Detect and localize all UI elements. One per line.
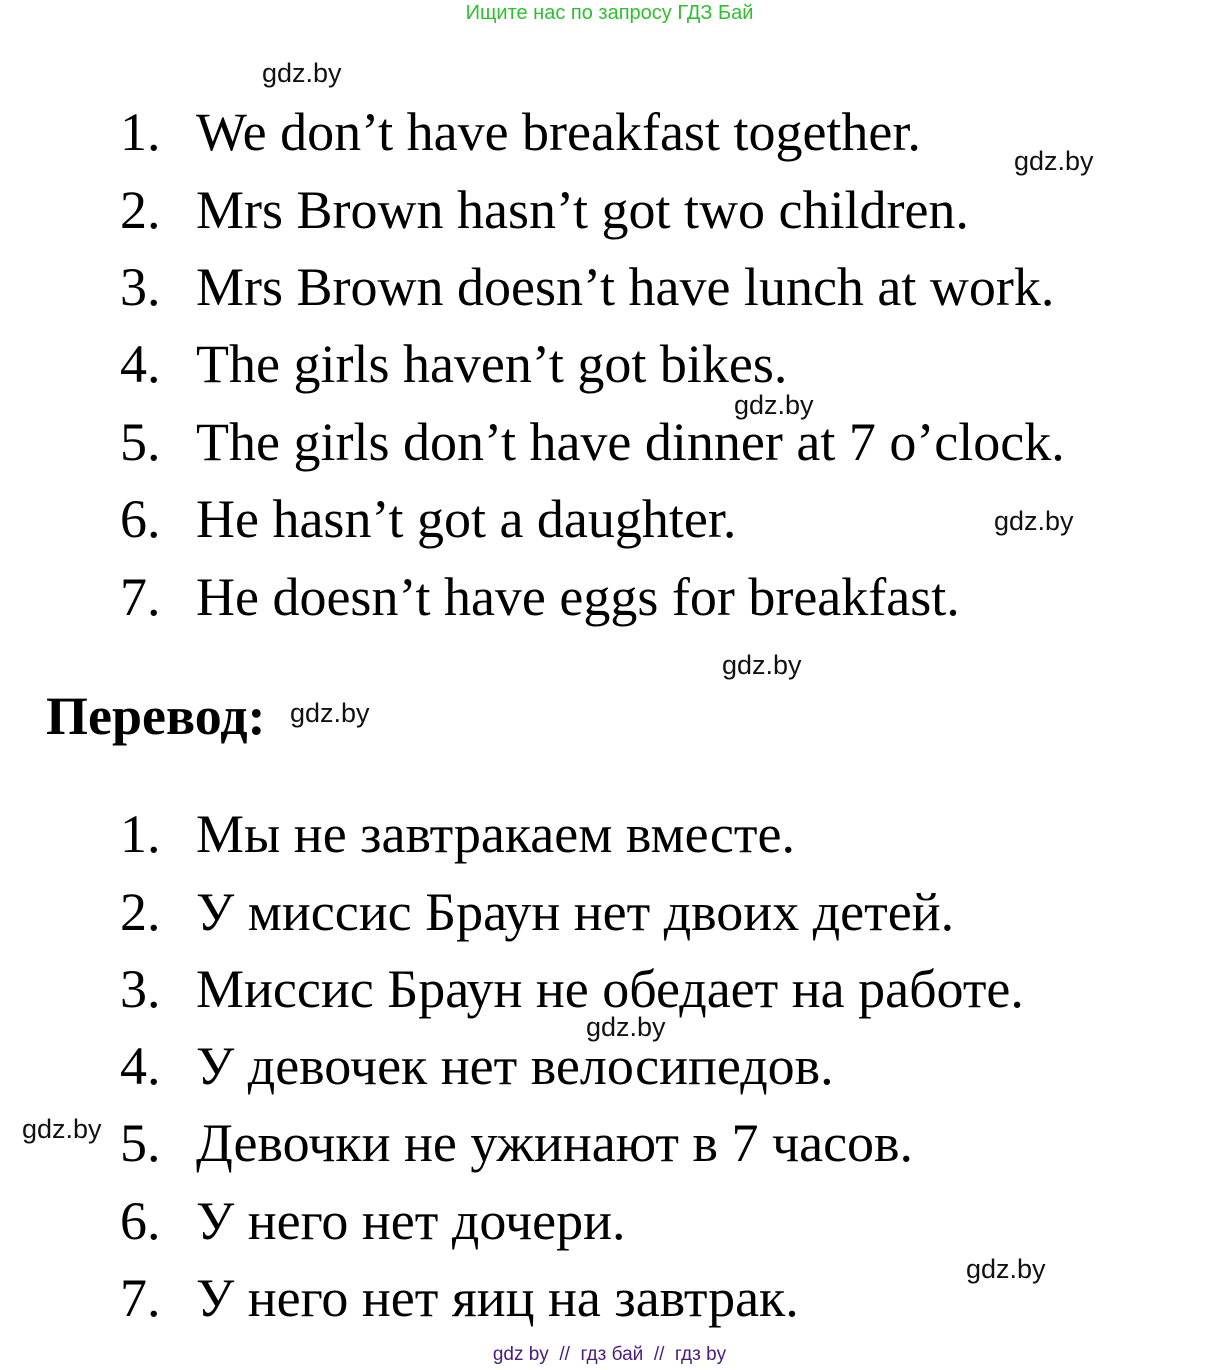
bottom-banner: gdz by // гдз бай // гдз by <box>492 1344 727 1365</box>
item-number: 5. <box>120 412 161 472</box>
watermark: gdz.by <box>290 698 370 728</box>
sentence-text: He doesn’t have eggs for breakfast. <box>196 567 960 627</box>
item-number: 3. <box>120 959 161 1019</box>
sentence-text: Mrs Brown doesn’t have lunch at work. <box>196 257 1055 317</box>
sentence-text: Mrs Brown hasn’t got two children. <box>196 180 969 240</box>
watermark: gdz.by <box>22 1114 102 1144</box>
sentence-text: He hasn’t got a daughter. <box>196 489 737 549</box>
item-number: 4. <box>120 334 161 394</box>
watermark: gdz.by <box>734 390 814 420</box>
english-sentence <box>120 180 969 240</box>
english-sentence <box>120 334 787 394</box>
english-sentence <box>120 489 736 549</box>
english-sentence <box>120 567 960 627</box>
sentence-text: У него нет яиц на завтрак. <box>196 1268 799 1328</box>
watermark: gdz.by <box>1014 146 1094 176</box>
russian-sentence <box>120 1191 625 1251</box>
watermark: gdz.by <box>966 1254 1046 1284</box>
watermark: gdz.by <box>586 1012 666 1042</box>
watermark: gdz.by <box>994 506 1074 536</box>
sentence-text: We don’t have breakfast together. <box>196 102 921 162</box>
item-number: 6. <box>120 489 161 549</box>
item-number: 2. <box>120 882 161 942</box>
top-banner: Ищите нас по запросу ГДЗ Бай <box>465 2 754 24</box>
item-number: 6. <box>120 1191 161 1251</box>
english-sentence <box>120 102 921 162</box>
russian-sentence <box>120 882 954 942</box>
russian-sentence <box>120 1113 913 1173</box>
translation-heading: Перевод: <box>46 686 266 746</box>
item-number: 5. <box>120 1113 161 1173</box>
russian-sentence <box>120 1036 834 1096</box>
item-number: 2. <box>120 180 161 240</box>
watermark: gdz.by <box>262 58 342 88</box>
item-number: 1. <box>120 102 161 162</box>
sentence-text: У девочек нет велосипедов. <box>196 1036 834 1096</box>
watermark: gdz.by <box>722 650 802 680</box>
item-number: 1. <box>120 804 161 864</box>
sentence-text: У него нет дочери. <box>196 1191 626 1251</box>
sentence-text: Мы не завтракаем вместе. <box>196 804 795 864</box>
english-sentence <box>120 412 1065 472</box>
item-number: 7. <box>120 567 161 627</box>
item-number: 3. <box>120 257 161 317</box>
sentence-text: У миссис Браун нет двоих детей. <box>196 882 955 942</box>
sentence-text: Девочки не ужинают в 7 часов. <box>196 1113 914 1173</box>
sentence-text: Миссис Браун не обедает на работе. <box>196 959 1024 1019</box>
russian-sentence <box>120 1268 799 1328</box>
item-number: 4. <box>120 1036 161 1096</box>
sentence-text: The girls haven’t got bikes. <box>196 334 788 394</box>
sentence-text: The girls don’t have dinner at 7 o’clock. <box>196 412 1065 472</box>
russian-sentence <box>120 959 1024 1019</box>
english-sentence <box>120 257 1054 317</box>
russian-sentence <box>120 804 795 864</box>
item-number: 7. <box>120 1268 161 1328</box>
